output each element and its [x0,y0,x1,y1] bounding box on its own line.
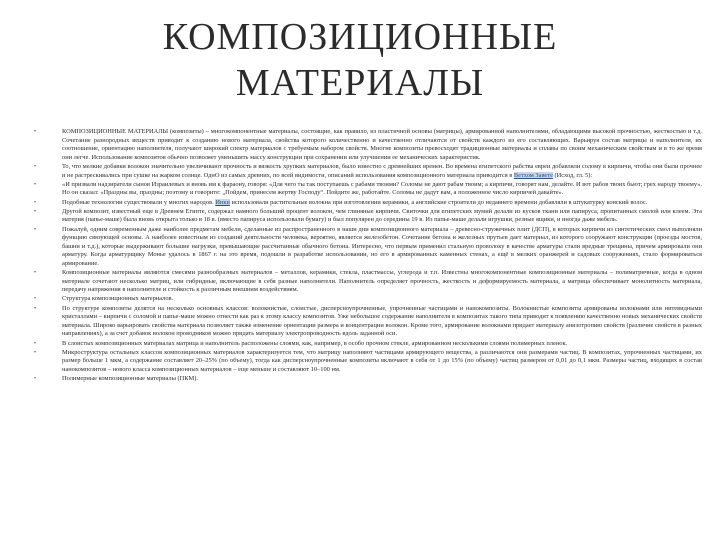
paragraph-text: Полимерные композиционные материалы (ПКМ). [62,375,198,383]
paragraph-text: То, что мелкие добавки волокон значительно увеличивают прочность и вязкость хрупких материалов, было известно с древнейших времен. Во времена египетского рабства евреи добавляли солому в кирпичи, чтобы они были прочнее и не растрескивались при сушке на жарком солнце. ОднО из самых древних, по всей видимости, описаний использования композиционного материала приводится в [62,162,702,179]
bullet-list [26,128,702,384]
paragraph-text: По структуре композиты делятся на несколько основных классов: волокнистые, слоистые, дисперсноупрочненные, упрочненные частицами и нанокомпозиты. Волокнистые композиты армированы волокнами или нитевидными кристаллами – кирпичи с соломой и папье-маше можно отнести как раз к этому классу композитов. Уже небольшое содержание наполнителя в композитах такого типа приводит к появлению качественно новых механических свойств материала. Широко варьировать свойства материала позволяет также изменение ориентации размера и концентрации волокон. Кроме того, армирование волокнами придает материалу анизотропию свойств (различие свойств в разных направлениях), а за счет добавок волокон проводников можно придать материалу электропроводность вдоль заданной оси. [62,304,702,338]
paragraph-text: Композиционные материалы являются смесями разнообразных материалов – металлов, керамики, стекла, пластмассы, углерода и т.п. Известны многокомпонентные композиционные материалы – полиматричные, когда в одном материале сочетают несколько матриц, или гибридные, включающие в себя разные наполнители. Наполнитель определяет прочность, жесткость и деформируемость материала, а матрица обеспечивает монолитность материала, передачу напряжения в наполнителе и стойкость к различным внешним воздействиям. [62,269,702,294]
bullet-dot-icon: • [33,296,37,303]
bullet-paragraph [26,199,702,208]
paragraph-text: КОМПОЗИЦИОННЫЕ МАТЕРИАЛЫ (композиты) – многокомпонентные материалы, состоящие, как правило, из пластичной основы (матрицы), армированной наполнителями, обладающими высокой прочностью, жесткостью и т.д. Сочетание разнородных веществ приводит к созданию нового материала, свойства которого количественно и качественно отличаются от свойств каждого из его составляющих. Варьируя состав матрицы и наполнителя, их соотношение, ориентацию наполнителя, получают широкий спектр материалов с требуемым набором свойств. Многие композиты превосходят традиционные материалы и сплавы по своим механическим свойствам и в то же время они легче. Использование композитов обычно позволяет уменьшить массу конструкции при сохранении или улучшении ее механических характеристик. [62,128,702,161]
paragraph-text: В слоистых композиционных материалах матрица и наполнитель расположены слоями, как, например, в особо прочном стекле, армированном несколькими слоями полимерных пленок. [62,339,568,347]
paragraph-text: Другой композит, известный еще в Древнем Египте, содержал намного больший процент волокон, чем глиняные кирпичи. Свиточки для египетских мумий делали из кусков ткани или папируса, пропитанных смолой или клеем. Эта материя (папье-маше) была вновь открыта только в 18 в. (вместо папируса использовали бумагу) и был популярен до середины 19 в. Из папье-маше делали игрушки, резные ящики, и иногда даже мебель. [62,207,702,224]
bullet-paragraph [26,128,702,162]
bullet-dot-icon: • [33,349,37,356]
bullet-dot-icon: • [33,163,37,170]
bullet-paragraph [26,340,702,349]
bullet-dot-icon: • [33,129,37,135]
bullet-dot-icon: • [33,208,37,215]
slide-body [26,128,702,536]
paragraph-link[interactable]: Ветхом Завете [513,171,553,179]
bullet-paragraph [26,349,702,375]
slide-title [0,14,720,106]
bullet-dot-icon: • [33,199,37,206]
title-line-2: МАТЕРИАЛЫ [235,62,485,104]
bullet-dot-icon: • [33,270,37,277]
paragraph-text: Структура композиционных материалов. [62,295,174,303]
bullet-dot-icon: • [33,340,37,347]
paragraph-tail-text: использовали растительные волокна при изготовлении керамики, а английские строители до недавнего времени добавляли в штукатурку конский волос. [231,198,648,206]
paragraph-text: Пожалуй, одним современным даже наиболее предметам мебели, сделанные из распространенного в наши дни композиционного материала – древесно-стружечных плит (ДСП), в которых кирпичи из синтетических смол выполняли функцию связующей основы. А наиболее известным из созданий деятельности человека, вероятно, является железобетон. Сочетание бетона и железных прутьев дает материал, из которого сооружают конструкции (проезды мостов, башни и т.д.), которые выдерживают большие нагрузки, превышающие рассчитанные обычного бетона. Интересно, что первым применил стальную проволоку в качестве арматуры стали вредные трещины, причем армировали они арматуру. Когда арматурщику Монье удалось в 1867 г. на это время, подошли в разработке использовании, но его в армированных каменных стенах, а ещё в мелких оранжерей и садовых сооружениях, стало формироваться армирование. [62,225,702,267]
bullet-dot-icon: • [33,305,37,312]
bullet-paragraph [26,208,702,225]
paragraph-text: «И призвали надзиратели сынов Израилевых и вновь им к фараону, говоря: «Для чего ты так поступаешь с рабами твоими? Соломы не дают рабам твоим; а кирпичи, говорят нам, делайте. И вот рабов твоих бьют; грех народу твоему». Но он сказал: «Праздны вы, праздны; поэтому и говорите: „Пойдем, принесем жертву Господу“. Пойдите же, работайте. Соломы не дадут вам, а положенное число кирпичей давайте». [62,180,702,197]
paragraph-text: Подобные технологии существовали у многих народов. [62,198,214,206]
bullet-paragraph [26,295,702,304]
bullet-paragraph [26,269,702,295]
paragraph-tail-text: (Исход, гл. 5): [554,171,593,179]
bullet-dot-icon: • [33,226,37,233]
bullet-paragraph [26,181,702,198]
bullet-paragraph [26,226,702,269]
bullet-paragraph [26,305,702,339]
bullet-paragraph [26,375,702,384]
title-line-1: КОМПОЗИЦИОННЫЕ [162,16,558,58]
paragraph-link[interactable]: Инки [215,198,230,206]
bullet-paragraph [26,163,702,180]
bullet-dot-icon: • [33,181,37,188]
bullet-dot-icon: • [33,376,37,383]
paragraph-text: Микроструктура остальных классов композиционных материалов характеризуется тем, что матрицу наполняют частицами армирующего вещества, а различаются они размерами частиц. В композитах, упрочненных частицами, их размер больше 1 мкм, а содержание составляет 20–25% (по объему), тогда как дисперсноупрочненные композиты включают в себя от 1 до 15% (по объему) частиц размером от 0,01 до 0,1 мкм. Размеры частиц, входящих в состав нанокомпозитов – нового класса композиционных материалов – еще меньше и составляют 10–100 нм. [62,348,702,373]
